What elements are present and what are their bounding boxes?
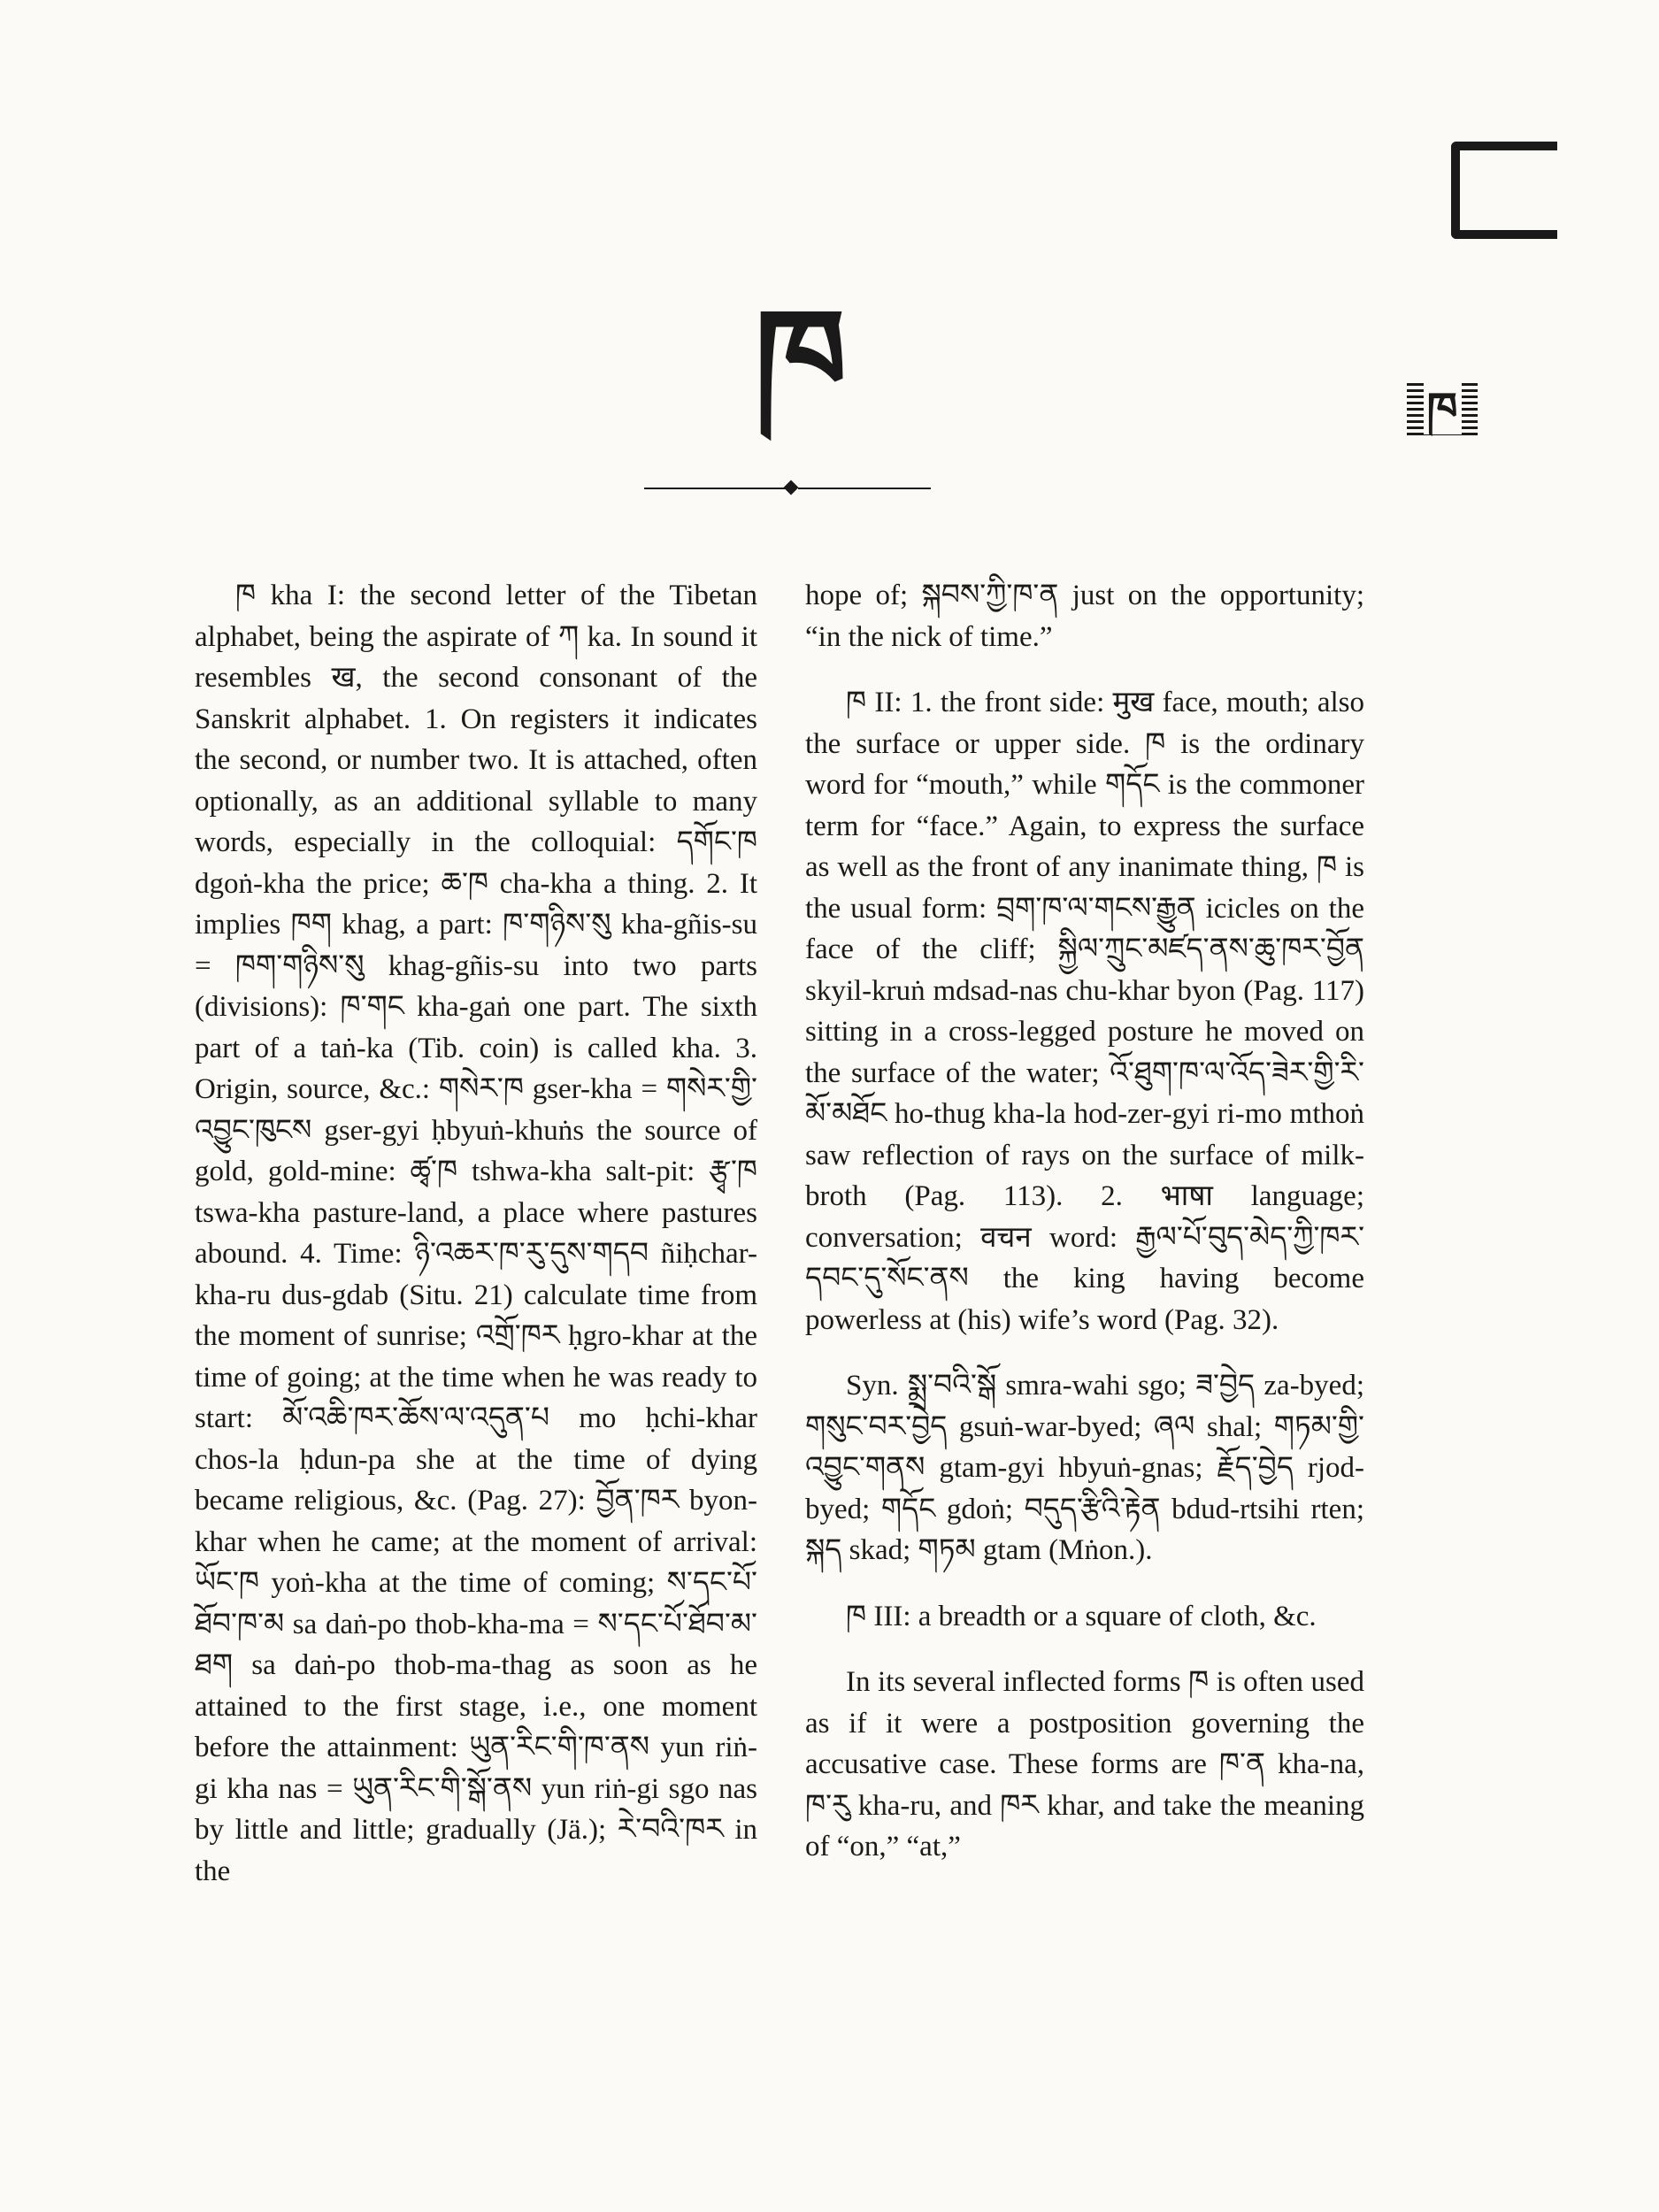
left-column [195, 575, 757, 1916]
section-head-letter: ཁ [754, 281, 848, 435]
synonyms-paragraph: Syn. སྨྲ་བའི་སྒོ smra-wahi sgo; ཟ་བྱེད za-byed; གསུང་བར་བྱེད gsuṅ-war-byed; ཞལ shal; གཏམ་གྱི་འབྱུང་གནས gtam-gyi hbyuṅ-gnas; རྗོད་བྱེད rjod-byed; གདོང gdoṅ; བདུད་རྩིའི་རྟེན bdud-rtsihi rten; སྐད skad; གཏམ gtam (Mṅon.). [805, 1370, 1364, 1566]
inflected-forms-paragraph: In its several inflected forms ཁ is often used as if it were a postposition governing the accusative case. These forms are ཁ་ན kha-na, ཁ་རུ kha-ru, and ཁར khar, and take the meaning of “on,” “at,” [805, 1666, 1364, 1863]
right-column [805, 575, 1364, 1893]
entry-kha-1: ཁ kha I: the second letter of the Tibetan alphabet, being the aspirate of ཀ ka. In sound it resembles ख, the second consonant of the Sanskrit alphabet. 1. On registers it indicates the second, or number two. It is attached, often optionally, as an additional syllable to many words, especially in the colloquial: དགོང་ཁ dgoṅ-kha the price; ཆ་ཁ cha-kha a thing. 2. It implies ཁག khag, a part: ཁ་གཉིས་སུ kha-gñis-su = ཁག་གཉིས་སུ khag-gñis-su into two parts (divisions): ཁ་གང kha-gaṅ one part. The sixth part of a taṅ-ka (Tib. coin) is called kha. 3. Origin, source, &c.: གསེར་ཁ gser-kha = གསེར་གྱི་འབྱུང་ཁུངས gser-gyi ḥbyuṅ-khuṅs the source of gold, gold-mine: ཚྭ་ཁ tshwa-kha salt-pit: རྩྭ་ཁ tswa-kha pasture-land, a place where pastures abound. 4. Time: ཉི་འཆར་ཁ་རུ་དུས་གདབ ñiḥchar-kha-ru dus-gdab (Situ. 21) calculate time from the moment of sunrise; འགྲོ་ཁར ḥgro-khar at the time of going; at the time when he was ready to start: མོ་འཆི་ཁར་ཆོས་ལ་འདུན་པ mo ḥchi-khar chos-la ḥdun-pa she at the time of dying became religious, &c. (Pag. 27): བྱོན་ཁར byon-khar when he came; at the moment of arrival: ཡོང་ཁ yoṅ-kha at the time of coming; ས་དང་པོ་ཐོབ་ཁ་མ sa daṅ-po thob-kha-ma = ས་དང་པོ་ཐོབ་མ་ཐག sa daṅ-po thob-ma-thag as soon as he attained to the first stage, i.e., one moment before the attainment: ཡུན་རིང་གི་ཁ་ནས yun riṅ-gi kha nas = ཡུན་རིང་གི་སྒོ་ནས yun riṅ-gi sgo nas by little and little; gradually (Jä.); རེ་བའི་ཁར in the [195, 580, 757, 1887]
thumb-tab-frame [1451, 142, 1557, 239]
entry-kha-1-continued: hope of; སྐབས་ཀྱི་ཁ་ན just on the opportunity; “in the nick of time.” [805, 580, 1364, 653]
thumb-index-letter: ཁ [1407, 382, 1478, 435]
entry-kha-2: ཁ II: 1. the front side: मुख face, mouth; also the surface or upper side. ཁ is the ordinary word for “mouth,” while གདོང is the commoner term for “face.” Again, to express the surface as well as the front of any inanimate thing, ཁ is the usual form: བྲག་ཁ་ལ་གངས་རྒྱུན icicles on the face of the cliff; སྐྱིལ་ཀྲུང་མཛད་ནས་ཆུ་ཁར་བྱོན skyil-kruṅ mdsad-nas chu-khar byon (Pag. 117) sitting in a cross-legged posture he moved on the surface of the water; འོ་ཐུག་ཁ་ལ་འོད་ཟེར་གྱི་རི་མོ་མཐོང ho-thug kha-la hod-zer-gyi ri-mo mthoṅ saw reflection of rays on the surface of milk-broth (Pag. 113). 2. भाषा language; conversation; वचन word: རྒྱལ་པོ་བུད་མེད་ཀྱི་ཁར་དབང་དུ་སོང་ནས the king having become powerless at (his) wife’s word (Pag. 32). [805, 687, 1364, 1336]
entry-kha-3: ཁ III: a breadth or a square of cloth, &c. [846, 1600, 1317, 1632]
ornament-rule-right [798, 488, 931, 489]
ornament-rule-left [644, 488, 787, 489]
ornament-diamond [784, 480, 799, 495]
